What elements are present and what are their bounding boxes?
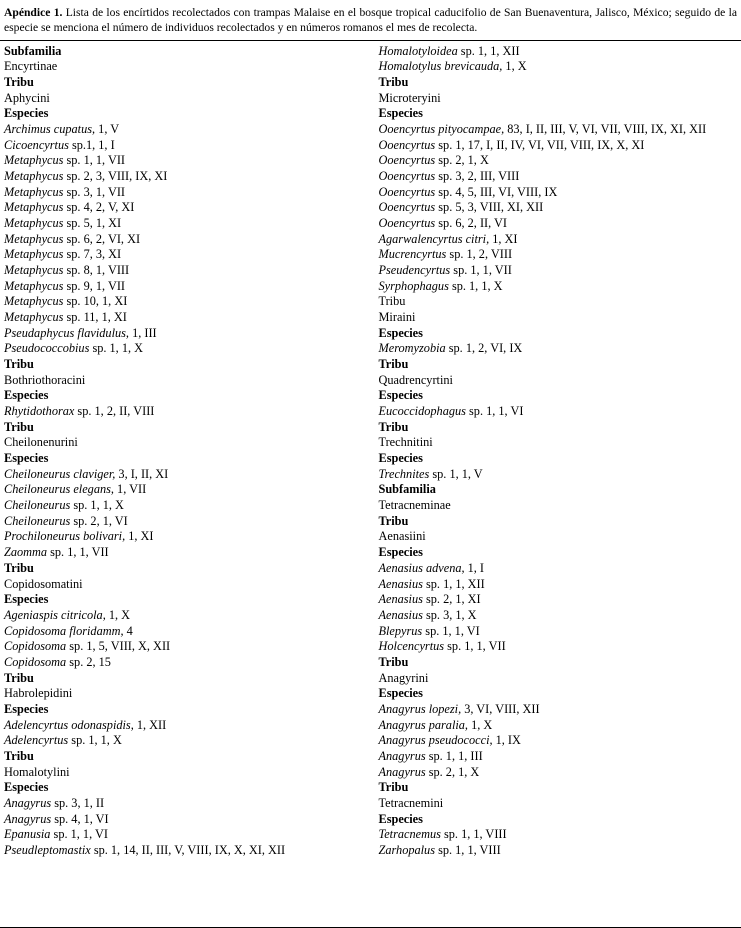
species-entry [379,279,738,295]
species-entry [4,232,363,248]
species-counts: sp. 2, 1, X [435,153,489,168]
species-entry [4,279,363,295]
species-genus: Ooencyrtus [378,216,436,231]
species-genus: Blepyrus [378,623,423,638]
taxon-name: Anagyrini [378,670,429,685]
species-genus: Ageniaspis citricola, [4,607,106,622]
species-counts: sp. 1, 1, XII [422,576,485,591]
species-entry [4,529,363,545]
species-counts: sp. 1, 1, V [429,466,483,481]
species-genus: Pseudococcobius [4,341,90,356]
rank-heading: Especies [378,545,423,560]
species-entry [4,200,363,216]
species-counts: 3, VI, VIII, XII [461,701,540,716]
rank-heading: Tribu [4,75,34,89]
species-entry [379,153,738,169]
species-genus: Cicoencyrtus [4,137,69,152]
species-counts: sp. 1, 1, VIII [440,827,507,842]
species-entry [4,263,363,279]
species-entry [4,655,363,671]
species-counts: sp. 8, 1, VIII [63,263,130,278]
species-counts: sp. 10, 1, XI [63,294,128,309]
species-genus: Adelencyrtus odonaspidis, [4,717,134,732]
species-counts: sp.1, 1, I [68,137,115,152]
taxon-name: Aphycini [4,90,50,105]
species-genus: Pseudaphycus flavidulus, [4,325,129,340]
species-genus: Metaphycus [4,216,64,231]
species-entry [379,404,738,420]
taxon-name: Quadrencyrtini [378,372,453,387]
caption-label: Apéndice [4,6,51,19]
species-counts: 1, IX [492,733,521,748]
species-genus: Anagyrus [4,811,52,826]
species-entry [379,216,738,232]
species-counts: sp. 2, 1, XI [422,592,481,607]
species-counts: 1, X [502,59,527,74]
rank-heading: Tribu [4,560,34,575]
species-genus: Ooencyrtus [378,169,436,184]
species-genus: Metaphycus [4,310,64,325]
species-counts: sp. 1, 1, VIII [435,842,501,857]
species-genus: Cheiloneurus [4,498,71,513]
species-entry [379,827,738,843]
species-genus: Metaphycus [4,153,64,168]
species-genus: Copidosoma [4,654,67,669]
species-entry [4,812,363,828]
appendix-columns [0,41,741,859]
species-entry [4,247,363,263]
species-counts: sp. 4, 2, V, XI [63,200,135,215]
species-counts: sp. 1, 1, VII [444,639,506,654]
species-genus: Agarwalencyrtus citri, [378,231,490,246]
rank-heading: Especies [4,780,49,795]
species-genus: Anagyrus pseudococci, [378,733,493,748]
species-genus: Anagyrus lopezi, [378,701,462,716]
species-genus: Ooencyrtus [378,153,436,168]
species-counts: sp. 2, 3, VIII, IX, XI [63,169,168,184]
rank-heading: Tribu [4,357,34,372]
species-entry [4,294,363,310]
species-counts: sp. 1, 1, VI [465,404,524,419]
rank-heading: Tribu [4,419,34,434]
species-counts: 83, I, II, III, V, VI, VII, VIII, IX, XI, XII [504,122,707,137]
species-counts: 1, XI [489,231,518,246]
species-counts: sp. 11, 1, XI [63,310,127,325]
species-entry [379,169,738,185]
species-entry [4,624,363,640]
species-genus: Ooencyrtus [378,184,436,199]
taxon-name: Aenasiini [378,529,426,544]
species-genus: Zarhopalus [378,842,435,857]
species-genus: Metaphycus [4,278,64,293]
species-genus: Pseudencyrtus [378,263,451,278]
species-entry [379,639,738,655]
rank-heading: Tribu [378,357,409,372]
taxon-name: Habrolepidini [4,686,73,701]
species-genus: Metaphycus [4,169,64,184]
species-entry [4,718,363,734]
species-entry [379,59,738,75]
species-counts: sp. 7, 3, XI [63,247,122,262]
rank-heading: Tribu [378,654,409,669]
species-counts: sp. 1, 2, VIII [446,247,513,262]
species-genus: Metaphycus [4,200,64,215]
taxon-name: Miraini [378,310,416,325]
species-entry [379,718,738,734]
taxon-name: Cheilonenurini [4,435,78,450]
species-genus: Anagyrus [4,795,52,810]
species-genus: Pseudleptomastix [4,842,91,857]
species-entry [379,577,738,593]
species-genus: Anagyrus [378,748,426,763]
species-entry [4,467,363,483]
caption-text: Lista de los encírtidos recolectados con trampas Malaise en el bosque tropical caducifolio de San Buenaventura, Jalisco, México; seguido de la especie se menciona el número de individuos recolectados y en números romanos el mes de recolecta. [4,6,737,34]
species-counts: sp. 3, 1, X [422,607,477,622]
species-counts: sp. 3, 1, II [51,795,105,810]
taxon-name: Homalotylini [4,764,70,779]
species-genus: Copidosoma floridamm, [4,623,124,638]
species-counts: sp. 1, 1, III [425,748,483,763]
species-entry [379,122,738,138]
species-counts: sp. 1, 5, VIII, X, XII [66,639,171,654]
species-counts: sp. 5, 1, XI [63,216,122,231]
species-entry [379,467,738,483]
species-entry [4,341,363,357]
species-genus: Metaphycus [4,263,64,278]
caption-number: 1. [53,6,63,19]
species-genus: Metaphycus [4,231,64,246]
species-counts: 1, X [468,717,493,732]
rank-heading: Especies [378,811,423,826]
species-entry [4,122,363,138]
species-genus: Rhytidothorax [4,404,75,419]
rank-heading: Tribu [378,780,409,795]
species-counts: sp. 1, 1, XII [457,43,520,58]
rank-heading: Especies [4,592,49,607]
species-entry [379,592,738,608]
species-entry [4,310,363,326]
species-counts: sp. 9, 1, VII [63,278,126,293]
species-counts: sp. 1, 1, VII [450,263,512,278]
species-counts: sp. 4, 1, VI [51,811,109,826]
species-genus: Trechnites [378,466,430,481]
species-counts: 1, XII [133,717,167,732]
species-counts: sp. 1, 1, VII [63,153,126,168]
species-counts: sp. 4, 5, III, VI, VIII, IX [435,184,558,199]
species-entry [379,749,738,765]
species-genus: Adelencyrtus [4,733,69,748]
species-genus: Zaomma [4,545,48,560]
species-entry [379,232,738,248]
species-entry [4,153,363,169]
species-counts: sp. 1, 14, II, III, V, VIII, IX, X, XI, XII [90,842,286,857]
taxon-name: Encyrtinae [4,59,58,74]
species-genus: Ooencyrtus [378,137,436,152]
taxon-name: Trechnitini [378,435,433,450]
species-entry [4,639,363,655]
species-genus: Cheiloneurus [4,513,71,528]
species-entry [379,765,738,781]
species-genus: Holcencyrtus [378,639,445,654]
species-entry [4,216,363,232]
species-counts: sp. 1, 1, X [89,341,144,356]
species-counts: sp. 1, 1, X [448,278,503,293]
species-entry [379,247,738,263]
species-counts: 3, I, II, XI [115,466,169,481]
species-entry [4,733,363,749]
species-counts: sp. 1, 2, VI, IX [445,341,523,356]
taxon-name: Tetracneminae [378,498,451,513]
rank-heading: Especies [4,106,49,121]
species-entry [4,138,363,154]
rank-heading: Tribu [378,419,409,434]
rank-heading: Tribu [378,513,409,528]
species-genus: Syrphophagus [378,278,449,293]
species-entry [4,404,363,420]
species-counts: 4 [123,623,133,638]
species-counts: sp. 1, 17, I, II, IV, VI, VII, VIII, IX, X, XI [435,137,645,152]
species-genus: Homalotylus brevicauda, [378,59,503,74]
species-counts: sp. 1, 1, VI [422,623,480,638]
species-genus: Aenasius [378,576,423,591]
species-genus: Aenasius [378,607,423,622]
species-entry [379,185,738,201]
species-entry [4,482,363,498]
rank-heading: Especies [378,325,423,340]
species-genus: Metaphycus [4,184,64,199]
species-counts: 1, I [464,560,485,575]
species-counts: 1, III [129,325,157,340]
species-counts: sp. 1, 1, X [70,498,124,513]
species-genus: Tetracnemus [378,827,441,842]
species-counts: sp. 2, 1, VI [70,513,128,528]
appendix-left-column [4,44,371,859]
species-counts: sp. 2, 1, X [425,764,480,779]
species-genus: Meromyzobia [378,341,446,356]
species-counts: sp. 2, 15 [66,654,111,669]
species-genus: Anagyrus paralia, [378,717,468,732]
species-entry [4,185,363,201]
species-entry [379,702,738,718]
taxon-name: Bothriothoracini [4,372,86,387]
species-entry [4,827,363,843]
species-entry [379,263,738,279]
species-counts: sp. 3, 2, III, VIII [435,169,520,184]
species-counts: sp. 1, 2, II, VIII [74,404,155,419]
species-genus: Ooencyrtus pityocampae, [378,122,505,137]
species-genus: Mucrencyrtus [378,247,447,262]
rank-heading: Especies [378,686,423,701]
rank-heading: Tribu [4,670,34,685]
species-counts: sp. 1, 1, X [68,733,122,748]
species-genus: Epanusia [4,827,51,842]
appendix-right-column [371,44,738,859]
species-entry [379,561,738,577]
species-counts: sp. 1, 1, VII [47,545,109,560]
species-entry [379,624,738,640]
species-entry [4,796,363,812]
species-counts: sp. 5, 3, VIII, XI, XII [435,200,544,215]
species-genus: Aenasius [378,592,423,607]
species-counts: 1, XI [125,529,154,544]
species-genus: Cheiloneurus elegans, [4,482,114,497]
rank-heading: Especies [378,451,423,466]
species-counts: sp. 6, 2, II, VI [435,216,508,231]
species-genus: Prochiloneurus bolivari, [4,529,126,544]
taxon-name: Tetracnemini [378,795,444,810]
species-genus: Eucoccidophagus [378,404,466,419]
species-entry [4,169,363,185]
species-genus: Metaphycus [4,294,64,309]
rank-heading: Especies [378,388,423,403]
species-genus: Archimus cupatus, [4,122,96,137]
rank-heading: Tribu [4,748,34,763]
species-genus: Copidosoma [4,639,67,654]
species-counts: 1, VII [113,482,147,497]
species-genus: Homalotyloidea [378,43,458,58]
rank-heading: Subfamilia [4,43,62,58]
species-genus: Ooencyrtus [378,200,436,215]
species-genus: Metaphycus [4,247,64,262]
species-counts: sp. 6, 2, VI, XI [63,231,141,246]
species-counts: sp. 3, 1, VII [63,184,126,199]
species-counts: 1, V [95,122,120,137]
species-counts: 1, X [105,607,131,622]
species-entry [379,44,738,60]
species-entry [4,843,363,859]
species-entry [379,341,738,357]
rank-heading: Tribu [378,75,409,89]
species-entry [4,514,363,530]
species-entry [379,200,738,216]
appendix-caption [0,0,741,40]
species-entry [4,498,363,514]
rank-heading: Especies [4,701,49,716]
species-entry [4,326,363,342]
rank-heading: Subfamilia [378,482,436,497]
species-counts: sp. 1, 1, VI [50,827,108,842]
species-genus: Aenasius advena, [378,560,465,575]
taxon-name: Microteryini [378,90,441,105]
rank-heading: Especies [378,106,423,121]
species-entry [379,608,738,624]
species-genus: Cheiloneurus claviger, [4,466,116,481]
rank-heading: Especies [4,388,49,403]
taxon-name: Copidosomatini [4,576,83,591]
species-entry [379,138,738,154]
species-entry [379,733,738,749]
species-entry [4,545,363,561]
taxon-name: Tribu [378,294,406,309]
species-genus: Anagyrus [378,764,426,779]
rank-heading: Especies [4,451,49,466]
species-entry [379,843,738,859]
species-entry [4,608,363,624]
